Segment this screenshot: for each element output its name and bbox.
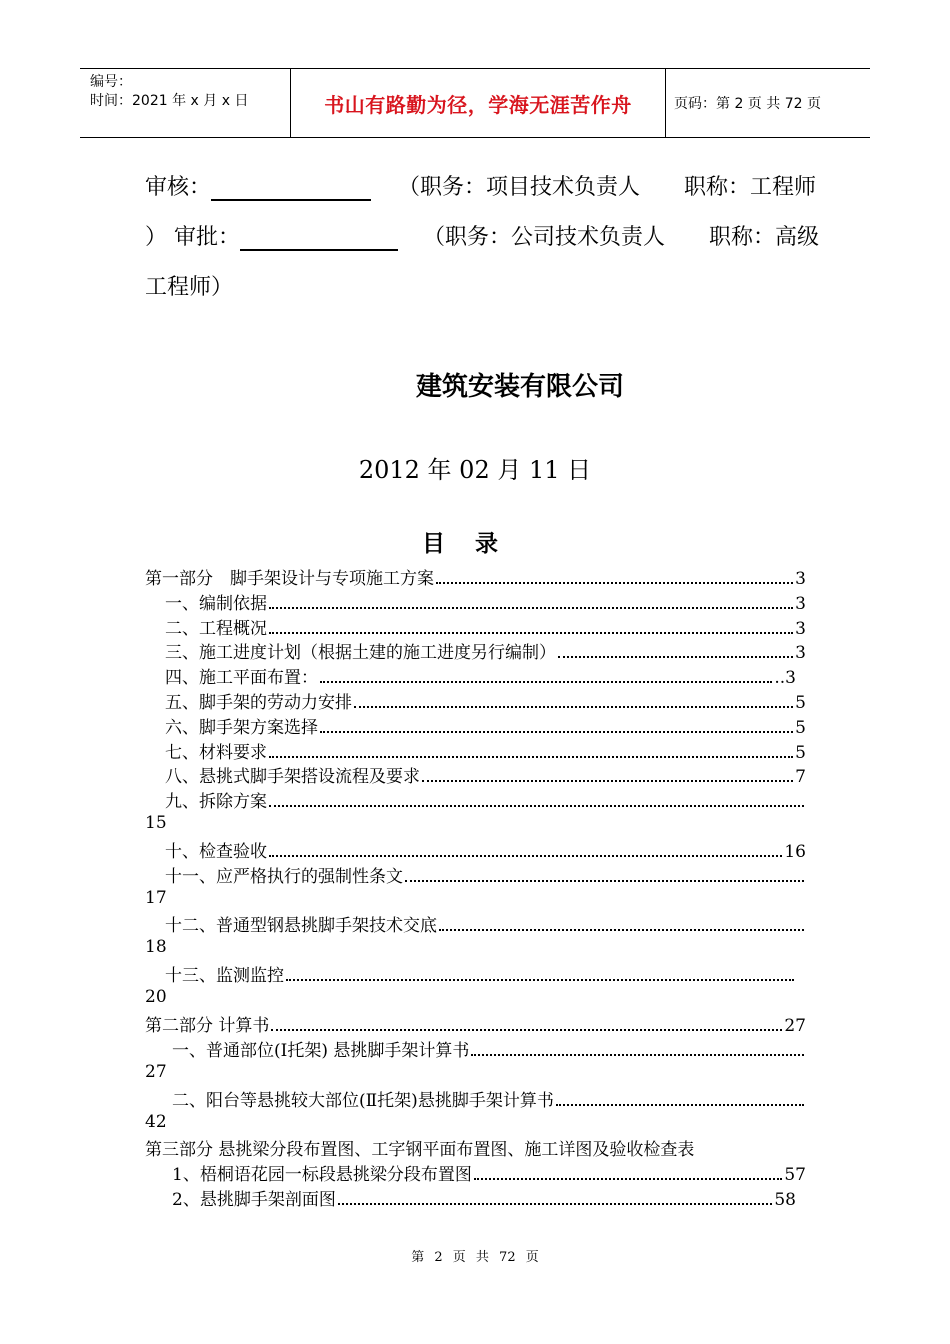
- toc-entry-page: 3: [795, 643, 806, 663]
- number-label: 编号：: [90, 74, 132, 90]
- toc-entry: [165, 863, 806, 887]
- toc-entry: [165, 615, 806, 639]
- toc-entry-label: 十三、监测监控: [165, 966, 284, 986]
- approve-signature-blank: [240, 229, 398, 251]
- toc-entry: [165, 838, 806, 862]
- toc-entry-label: 五、脚手架的劳动力安排: [165, 693, 352, 713]
- toc-entry: [165, 788, 806, 812]
- toc-entry-page: 7: [795, 767, 806, 787]
- toc-title: 目录: [422, 531, 528, 557]
- toc-entry-label: 一、普通部位(Ⅰ托架) 悬挑脚手架计算书: [172, 1041, 470, 1061]
- header-motto: 书山有路勤为径，学海无涯苦作舟: [290, 69, 666, 137]
- toc-entry-label: 第一部分 脚手架设计与专项施工方案: [145, 569, 434, 589]
- toc-leader-dots: [439, 928, 804, 931]
- toc-entry: [165, 664, 796, 688]
- review-label: 审核：: [145, 175, 212, 200]
- toc-entry-label: 二、阳台等悬挑较大部位(Ⅱ托架)悬挑脚手架计算书: [172, 1091, 554, 1111]
- toc-entry-label: 三、施工进度计划（根据土建的施工进度另行编制）: [165, 643, 556, 663]
- toc-leader-dots: [269, 804, 804, 807]
- toc-entry-label: 二、工程概况: [165, 619, 267, 639]
- toc-entry-page: 42: [145, 1112, 167, 1132]
- toc-leader-dots: [405, 879, 804, 882]
- toc-entry-page: 57: [784, 1165, 806, 1185]
- approve-prefix: ） 审批：: [145, 225, 240, 250]
- toc-entry-page: 15: [145, 813, 167, 833]
- toc-entry-label: 1、梧桐语花园一标段悬挑梁分段布置图: [172, 1165, 472, 1185]
- toc-entry: [145, 565, 806, 589]
- toc-entry: [145, 1136, 806, 1160]
- toc-entry-page: 20: [145, 987, 167, 1007]
- toc-entry: [172, 1087, 806, 1111]
- page-header: [80, 68, 870, 138]
- toc-entry-page: 17: [145, 888, 167, 908]
- approve-line: [145, 220, 819, 251]
- toc-entry: [145, 1012, 806, 1036]
- toc-entry: [172, 1186, 796, 1210]
- approve-duty: （职务：公司技术负责人 职称：高级: [423, 225, 820, 250]
- toc-entry: [165, 689, 806, 713]
- toc-entry: [165, 912, 806, 936]
- toc-leader-dots: [436, 581, 793, 584]
- toc-entry-label: 八、悬挑式脚手架搭设流程及要求: [165, 767, 420, 787]
- toc-entry-page: 5: [795, 693, 806, 713]
- toc-entry-page: 5: [795, 718, 806, 738]
- toc-entry-label: 十、检查验收: [165, 842, 267, 862]
- toc-leader-dots: [320, 730, 793, 733]
- toc-leader-dots: [422, 779, 793, 782]
- toc-entry-page: 3: [795, 594, 806, 614]
- toc-leader-dots: [338, 1202, 773, 1205]
- toc-leader-dots: [558, 655, 793, 658]
- toc-leader-dots: [354, 705, 793, 708]
- toc-leader-dots: [556, 1103, 804, 1106]
- toc-entry-label: 十一、应严格执行的强制性条文: [165, 867, 403, 887]
- toc-leader-dots: [271, 1028, 782, 1031]
- toc-entry-page: 27: [145, 1062, 167, 1082]
- toc-entry: [172, 1161, 806, 1185]
- toc-entry: [165, 590, 806, 614]
- toc-entry: [165, 639, 806, 663]
- company-name: 建筑安装有限公司: [415, 372, 624, 402]
- toc-leader-dots: [269, 755, 793, 758]
- toc-entry: [165, 714, 806, 738]
- toc-entry-label: 第二部分 计算书: [145, 1016, 270, 1036]
- toc-entry-page: 3: [795, 619, 806, 639]
- toc-leader-dots: [269, 631, 793, 634]
- toc-entry-page: 18: [145, 937, 167, 957]
- approve-tail: 工程师）: [145, 275, 234, 300]
- toc-entry-label: 六、脚手架方案选择: [165, 718, 318, 738]
- toc-entry-label: 四、施工平面布置：: [165, 668, 318, 688]
- toc-leader-dots: [269, 606, 793, 609]
- header-meta: [80, 69, 290, 137]
- toc-entry: [165, 739, 806, 763]
- toc-entry-label: 2、悬挑脚手架剖面图: [172, 1190, 336, 1210]
- time-label: 时间：2021 年 x 月 x 日: [90, 93, 249, 109]
- toc-entry-page: 58: [774, 1190, 796, 1210]
- toc-entry-page: 16: [784, 842, 806, 862]
- toc-entry: [172, 1037, 806, 1061]
- toc-entry-label: 九、拆除方案: [165, 792, 267, 812]
- toc-leader-dots: [474, 1177, 783, 1180]
- page-footer: 第 2 页 共 72 页: [411, 1250, 539, 1265]
- review-signature-blank: [211, 179, 371, 201]
- review-duty: （职务：项目技术负责人 职称：工程师: [398, 175, 817, 200]
- toc-entry-page: 27: [784, 1016, 806, 1036]
- document-date: 2012 年 02 月 11 日: [358, 456, 592, 484]
- toc-entry: [165, 763, 806, 787]
- toc-leader-dots: [320, 680, 772, 683]
- toc-entry-page: ..3: [774, 668, 796, 688]
- toc-entry-label: 第三部分 悬挑梁分段布置图、工字钢平面布置图、施工详图及验收检查表: [145, 1140, 695, 1160]
- review-line: [145, 170, 816, 201]
- toc-leader-dots: [269, 854, 782, 857]
- toc-entry-label: 七、材料要求: [165, 743, 267, 763]
- toc-entry-page: 3: [795, 569, 806, 589]
- toc-leader-dots: [286, 978, 794, 981]
- toc-entry-page: 5: [795, 743, 806, 763]
- toc-entry: [165, 962, 796, 986]
- toc-entry-label: 十二、普通型钢悬挑脚手架技术交底: [165, 916, 437, 936]
- header-page-info: 页码：第 2 页 共 72 页: [674, 96, 821, 112]
- toc-leader-dots: [471, 1053, 804, 1056]
- toc-entry-label: 一、编制依据: [165, 594, 267, 614]
